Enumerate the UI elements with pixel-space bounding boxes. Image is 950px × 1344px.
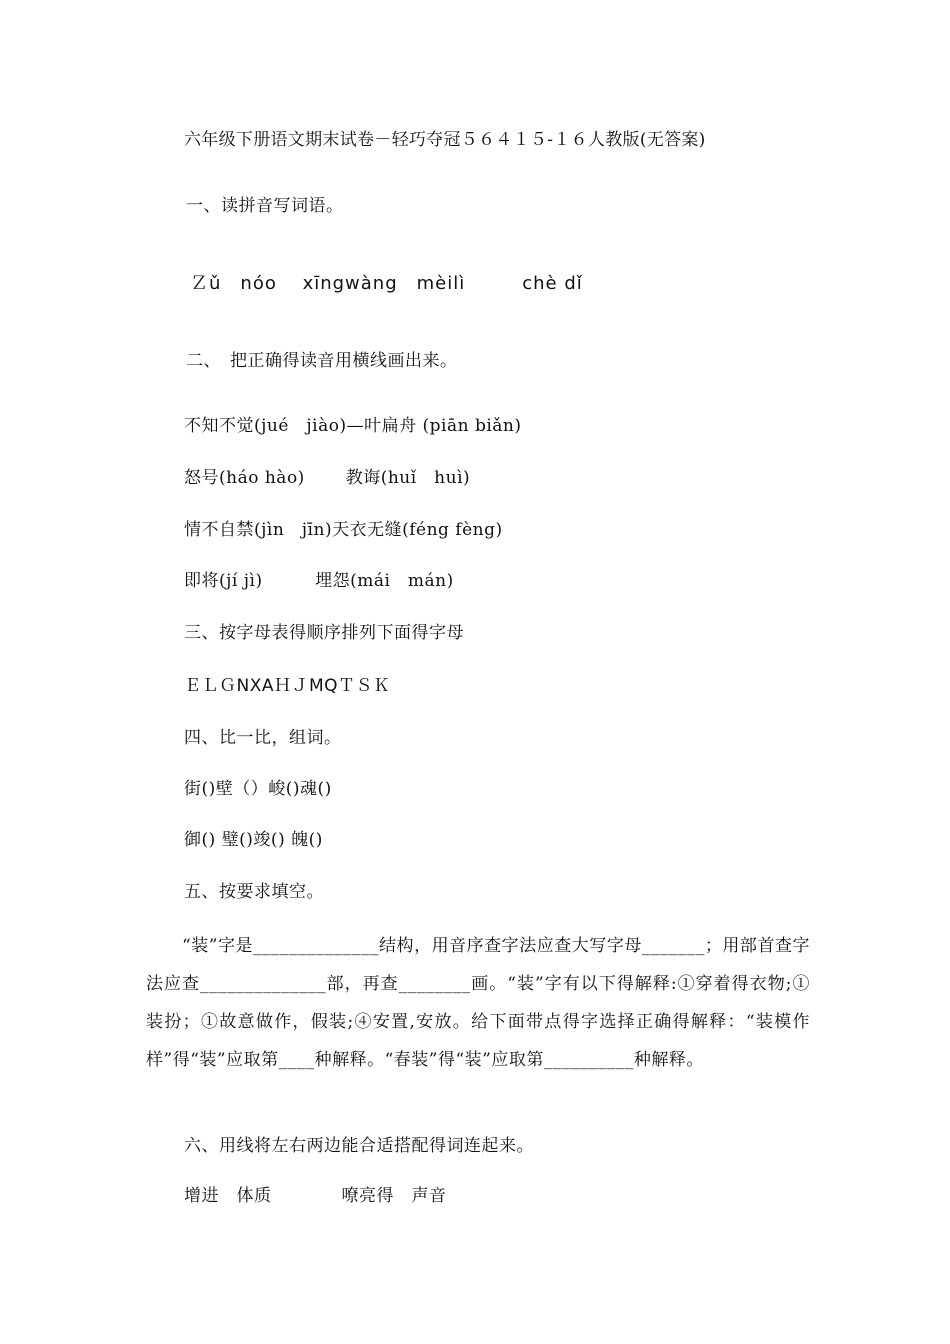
section2-item-1: 不知不觉(jué jiào)—叶扁舟 (piān biǎn) (184, 416, 522, 436)
section1-heading: 一、读拼音写词语。 (186, 196, 344, 216)
section2-heading: 二、 把正确得读音用横线画出来。 (186, 351, 458, 371)
section2-item-2: 怒号(háo hào) 教诲(huǐ huì) (184, 468, 471, 488)
section5-paragraph-text: “装”字是______________结构，用音序查字法应查大写字母_______；用部首查字法应查______________部，再查________画。“装”字有以下得解释:①穿着得衣物;①装扮；①故意做作，假装;④安置,安放。给下面带点得字选择正确得解释：“装模作样”得“装”应取第____种解释。“春装”得“装”应取第__________种解释。 (146, 936, 810, 1070)
section5-paragraph (146, 927, 810, 1079)
section4-heading: 四、比一比，组词。 (184, 728, 342, 748)
section6-heading: 六、用线将左右两边能合适搭配得词连起来。 (184, 1136, 534, 1156)
section2-item-4: 即将(jí jì) 埋怨(mái mán) (184, 571, 454, 591)
section6-row-1: 增进 体质 嘹亮得 声音 (184, 1186, 447, 1206)
section3-letters: ＥＬＧNXAＨＪMQＴＳＫ (184, 676, 391, 696)
section5-heading: 五、按要求填空。 (184, 882, 324, 902)
section4-row-2: 御() 璧()竣() 魄() (184, 830, 323, 850)
section1-pinyin: Ｚǔ nóo xīngwàng mèilì chè dǐ (190, 273, 583, 294)
section4-row-1: 街()壁（）峻()魂() (184, 779, 332, 799)
document-title: 六年级下册语文期末试卷－轻巧夺冠５６４１５-１６人教版(无答案) (184, 130, 706, 150)
section3-heading: 三、按字母表得顺序排列下面得字母 (184, 623, 464, 643)
section2-item-3: 情不自禁(jìn jīn)天衣无缝(féng fèng) (184, 520, 503, 540)
